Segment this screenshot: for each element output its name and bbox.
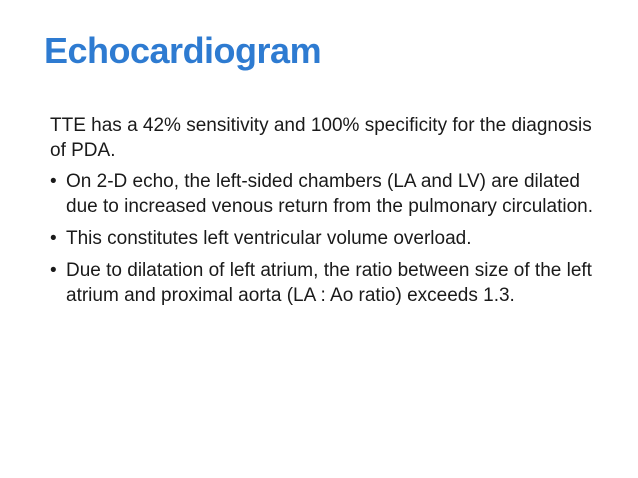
bullet-item-echo-findings — [50, 169, 598, 219]
slide-body — [50, 113, 598, 315]
bullet-item-la-ao-ratio — [50, 258, 598, 308]
bullet-dot-icon: • — [50, 260, 57, 281]
slide-title: Echocardiogram — [44, 30, 322, 71]
bullet-item-volume-overload — [50, 226, 598, 251]
bullet-text: On 2-D echo, the left-sided chambers (LA and LV) are dilated due to increased venous return from the pulmonary circulation. — [66, 171, 593, 217]
bullet-list — [50, 169, 598, 308]
bullet-dot-icon: • — [50, 228, 57, 249]
bullet-dot-icon: • — [50, 171, 57, 192]
bullet-text: Due to dilatation of left atrium, the ratio between size of the left atrium and proximal aorta (LA : Ao ratio) exceeds 1.3. — [66, 260, 592, 306]
intro-text: TTE has a 42% sensitivity and 100% specificity for the diagnosis of PDA. — [50, 115, 592, 161]
bullet-text: This constitutes left ventricular volume overload. — [66, 228, 472, 249]
